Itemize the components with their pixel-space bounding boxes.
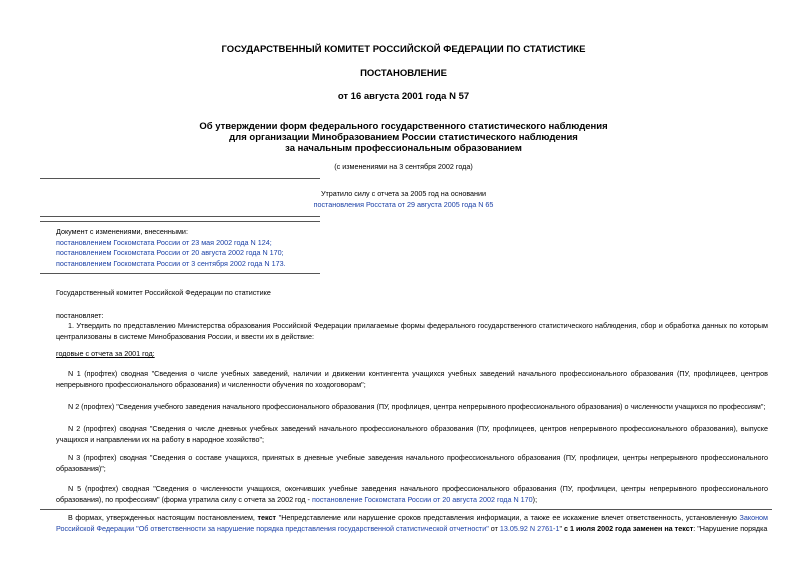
title-line-3: за начальным профессиональным образованием [285,143,522,154]
footnote-text: от [488,523,500,533]
form-item [56,484,768,505]
form-item [56,402,768,413]
doc-type: ПОСТАНОВЛЕНИЕ [360,68,447,79]
footnote-text: : "Нарушение порядка [693,523,768,533]
footnote [56,513,768,534]
amendment-link[interactable]: постановлением Госкомстата России от 3 сентября 2002 года N 173. [56,258,286,268]
amendment-link[interactable]: постановлением Госкомстата России от 20 августа 2002 года N 170; [56,248,284,257]
annual-heading: годовые с отчета за 2001 год: [56,349,155,358]
divider [40,216,320,217]
form5-lapsed-link[interactable]: постановление Госкомстата России от 20 августа 2002 года N 170 [311,494,533,504]
form-item-text: N 5 (профтех) сводная "Сведения о численности учащихся, окончивших учебные заведения начального профессионального образования (ПУ, профлицеи, центры непрерывного профессионального образования), по профессиям" (форма утратила силу с отчета за 2002 год - [56,484,768,504]
form-item-text: N 1 (профтех) сводная "Сведения о числе учебных заведений, наличии и движении контингента учащихся учебных заведений начального профессионального образования (ПУ, профлицеев, центров непрерывного профессионального образования) и численности обучения по хоздоговорам"; [56,369,768,389]
form-item-text: N 2 (профтех) "Сведения учебного заведения начального профессионального образования (ПУ, профлицея, центра непрерывного профессионального образования) о численности учащихся по профессиям"; [68,402,766,411]
amendment-link[interactable]: постановлением Госкомстата России от 23 мая 2002 года N 124; [56,237,272,247]
changes-note: (с изменениями на 3 сентября 2002 года) [334,162,473,171]
lapsed-note [0,189,807,210]
form-item-text: N 3 (профтех) сводная "Сведения о составе учащихся, принятых в дневные учебные заведения начального профессионального образования (ПУ, профлицеи, центры непрерывного профессионального образования)"; [56,453,768,473]
amendments-heading: Документ с изменениями, внесенными: [56,227,188,236]
title-line-2: для организации Минобразованием России статистического наблюдения [229,132,578,143]
item-1 [56,321,768,342]
committee-name: ГОСУДАРСТВЕННЫЙ КОМИТЕТ РОССИЙСКОЙ ФЕДЕРАЦИИ ПО СТАТИСТИКЕ [221,44,586,55]
footnote-text: В формах, утвержденных настоящим постановлением, [68,513,258,522]
lapsed-text: Утратило силу с отчета за 2005 год на основании [320,189,487,198]
footnote-bold: с 1 июля 2002 года заменен на текст [564,523,694,533]
item-1-text: 1. Утвердить по представлению Министерства образования Российской Федерации прилагаемые формы федерального государственного статистического наблюдения, сбор и обработка данных по которым централизованы в системе Минобразования России, и ввести их в действие: [56,321,768,341]
form-item [56,369,768,390]
footnote-text: " [559,523,565,533]
doc-date-number: от 16 августа 2001 года N 57 [337,91,470,102]
divider [40,509,772,510]
law-link[interactable]: Законом Российской Федерации "Об ответственности за нарушение порядка представления государственной статистической отчетности" [56,513,768,533]
lapsed-link[interactable]: постановления Росстата от 29 августа 2005 года N 65 [313,199,494,209]
divider [40,178,320,179]
form-item-end: ); [532,494,538,504]
form-item [56,424,768,445]
footnote-bold: текст [257,513,277,522]
issuer: Государственный комитет Российской Федерации по статистике [56,288,271,297]
form-item-text: N 2 (профтех) сводная "Сведения о числе дневных учебных заведений начального профессионального образования (ПУ, профлицеев, центров непрерывного профессионального образования), выпуске учащихся и направлении их на работу в народное хозяйство"; [56,424,768,444]
footnote-text: "Непредставление или нарушение сроков представления информации, а также ее искажение влечет ответственность, установленную [276,513,740,522]
divider [40,221,320,222]
divider [40,273,320,274]
doc-title [0,121,807,154]
amendments-block [56,227,286,269]
law-number-link[interactable]: 13.05.92 N 2761-1 [499,523,560,533]
title-line-1: Об утверждении форм федерального государственного статистического наблюдения [199,121,608,132]
form-item [56,453,768,474]
resolves: постановляет: [56,311,104,320]
